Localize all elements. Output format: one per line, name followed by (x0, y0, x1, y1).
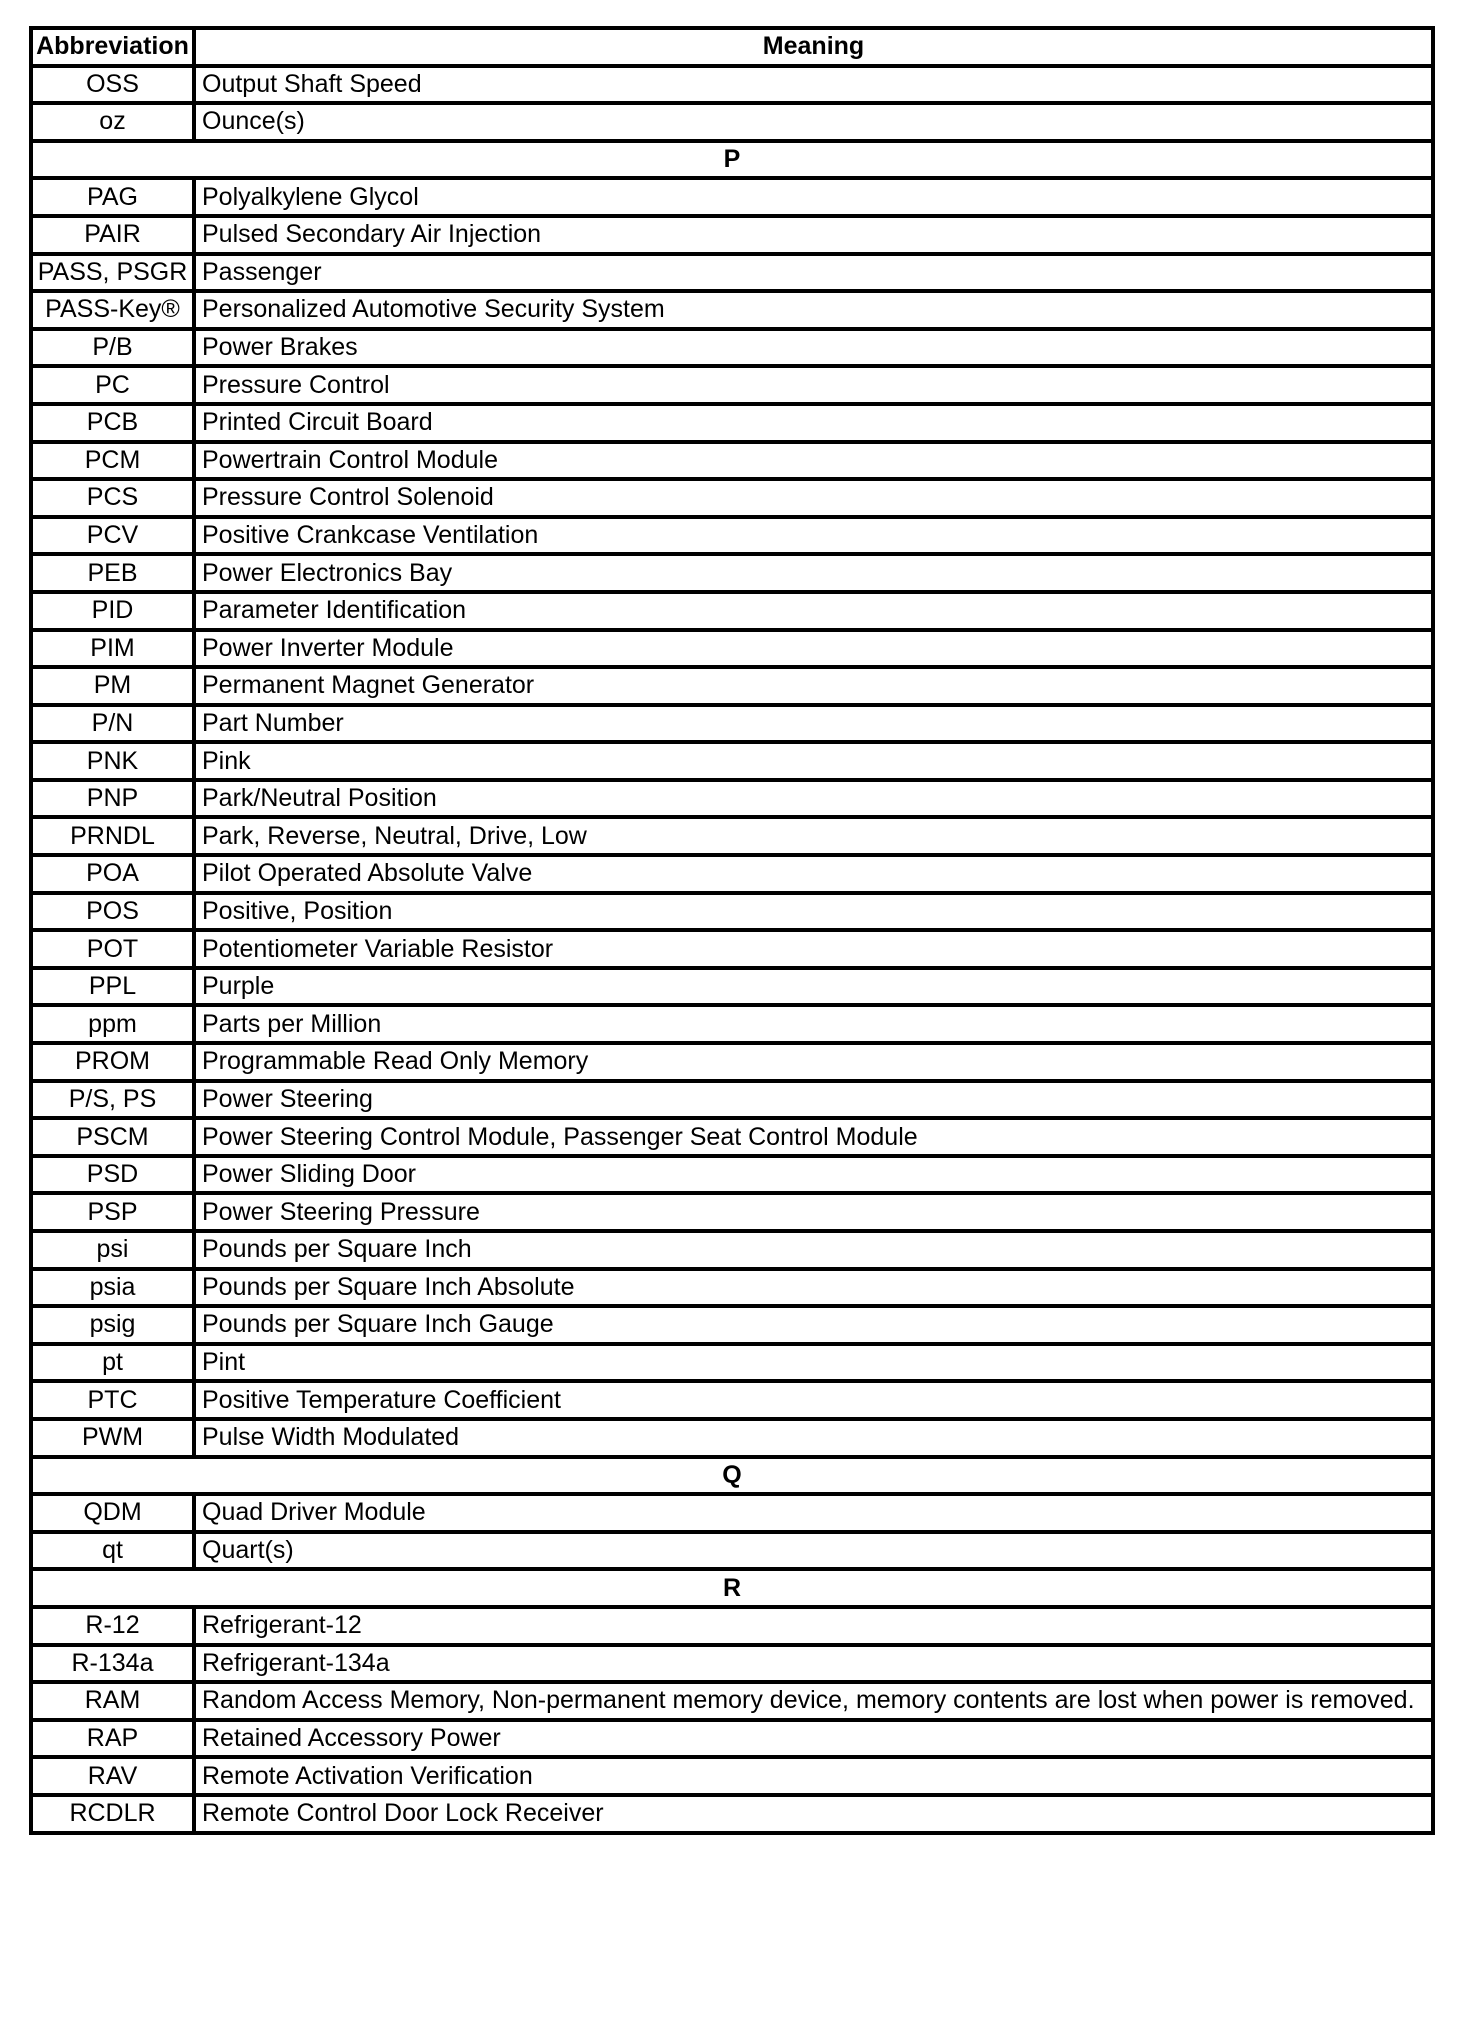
table-row (31, 1081, 1433, 1119)
abbreviation-cell: RCDLR (31, 1795, 194, 1833)
table-row (31, 1344, 1433, 1382)
abbreviation-cell: R-12 (31, 1607, 194, 1645)
abbreviation-cell: qt (31, 1532, 194, 1570)
meaning-cell: Printed Circuit Board (194, 404, 1433, 442)
meaning-cell: Power Steering Control Module, Passenger Seat Control Module (194, 1118, 1433, 1156)
meaning-cell: Pulse Width Modulated (194, 1419, 1433, 1457)
section-row (31, 1569, 1433, 1607)
meaning-cell: Pilot Operated Absolute Valve (194, 855, 1433, 893)
table-row (31, 1532, 1433, 1570)
meaning-cell: Quad Driver Module (194, 1494, 1433, 1532)
table-row (31, 1005, 1433, 1043)
table-row (31, 1193, 1433, 1231)
abbreviation-cell: PEB (31, 554, 194, 592)
table-row (31, 780, 1433, 818)
meaning-cell: Pressure Control Solenoid (194, 479, 1433, 517)
column-header-abbreviation: Abbreviation (31, 28, 194, 66)
meaning-cell: Positive Crankcase Ventilation (194, 517, 1433, 555)
abbreviation-cell: PRNDL (31, 817, 194, 855)
meaning-cell: Pounds per Square Inch Absolute (194, 1269, 1433, 1307)
meaning-cell: Power Steering (194, 1081, 1433, 1119)
meaning-cell: Powertrain Control Module (194, 442, 1433, 480)
abbreviation-cell: PCB (31, 404, 194, 442)
abbreviation-cell: PSCM (31, 1118, 194, 1156)
meaning-cell: Refrigerant-134a (194, 1645, 1433, 1683)
meaning-cell: Random Access Memory, Non-permanent memory device, memory contents are lost when power is removed. (194, 1682, 1433, 1720)
meaning-cell: Personalized Automotive Security System (194, 291, 1433, 329)
abbreviation-cell: PSD (31, 1156, 194, 1194)
table-row (31, 1118, 1433, 1156)
table-row (31, 705, 1433, 743)
meaning-cell: Pulsed Secondary Air Injection (194, 216, 1433, 254)
abbreviation-cell: PM (31, 667, 194, 705)
section-row (31, 141, 1433, 179)
table-row (31, 1419, 1433, 1457)
table-row (31, 329, 1433, 367)
meaning-cell: Refrigerant-12 (194, 1607, 1433, 1645)
section-row (31, 1457, 1433, 1495)
abbreviation-cell: psig (31, 1306, 194, 1344)
abbreviation-cell: PTC (31, 1381, 194, 1419)
table-row (31, 1682, 1433, 1720)
abbreviation-cell: RAM (31, 1682, 194, 1720)
table-row (31, 1269, 1433, 1307)
table-row (31, 630, 1433, 668)
abbreviation-cell: PCM (31, 442, 194, 480)
table-row (31, 1795, 1433, 1833)
table-row (31, 178, 1433, 216)
meaning-cell: Park/Neutral Position (194, 780, 1433, 818)
meaning-cell: Quart(s) (194, 1532, 1433, 1570)
table-row (31, 742, 1433, 780)
meaning-cell: Remote Control Door Lock Receiver (194, 1795, 1433, 1833)
meaning-cell: Pounds per Square Inch Gauge (194, 1306, 1433, 1344)
table-row (31, 1231, 1433, 1269)
table-row (31, 479, 1433, 517)
column-header-meaning: Meaning (194, 28, 1433, 66)
abbreviation-cell: POT (31, 930, 194, 968)
table-row (31, 817, 1433, 855)
abbreviation-cell: PROM (31, 1043, 194, 1081)
table-row (31, 1156, 1433, 1194)
abbreviation-cell: ppm (31, 1005, 194, 1043)
abbreviation-cell: PAIR (31, 216, 194, 254)
abbreviation-cell: PASS, PSGR (31, 254, 194, 292)
table-row (31, 1306, 1433, 1344)
meaning-cell: Power Brakes (194, 329, 1433, 367)
table-row (31, 216, 1433, 254)
abbreviation-cell: oz (31, 103, 194, 141)
abbreviation-cell: POS (31, 893, 194, 931)
abbreviation-cell: PASS-Key® (31, 291, 194, 329)
abbreviation-cell: PCS (31, 479, 194, 517)
table-row (31, 517, 1433, 555)
table-row (31, 930, 1433, 968)
meaning-cell: Power Steering Pressure (194, 1193, 1433, 1231)
table-row (31, 968, 1433, 1006)
section-letter: P (31, 141, 1433, 179)
abbreviation-cell: P/S, PS (31, 1081, 194, 1119)
abbreviation-cell: PNK (31, 742, 194, 780)
meaning-cell: Part Number (194, 705, 1433, 743)
table-row (31, 592, 1433, 630)
table-row (31, 554, 1433, 592)
abbreviation-cell: PPL (31, 968, 194, 1006)
abbreviation-table (29, 26, 1435, 1835)
abbreviation-cell: P/B (31, 329, 194, 367)
meaning-cell: Pounds per Square Inch (194, 1231, 1433, 1269)
table-row (31, 254, 1433, 292)
abbreviation-cell: psia (31, 1269, 194, 1307)
abbreviation-cell: OSS (31, 66, 194, 104)
abbreviation-cell: PID (31, 592, 194, 630)
abbreviation-cell: POA (31, 855, 194, 893)
section-letter: R (31, 1569, 1433, 1607)
meaning-cell: Output Shaft Speed (194, 66, 1433, 104)
table-row (31, 404, 1433, 442)
meaning-cell: Passenger (194, 254, 1433, 292)
abbreviation-cell: RAV (31, 1757, 194, 1795)
table-row (31, 1720, 1433, 1758)
meaning-cell: Power Inverter Module (194, 630, 1433, 668)
abbreviation-cell: PWM (31, 1419, 194, 1457)
meaning-cell: Polyalkylene Glycol (194, 178, 1433, 216)
abbreviation-cell: QDM (31, 1494, 194, 1532)
table-row (31, 1043, 1433, 1081)
abbreviation-cell: P/N (31, 705, 194, 743)
meaning-cell: Parts per Million (194, 1005, 1433, 1043)
section-letter: Q (31, 1457, 1433, 1495)
table-row (31, 442, 1433, 480)
table-row (31, 1381, 1433, 1419)
meaning-cell: Power Sliding Door (194, 1156, 1433, 1194)
meaning-cell: Positive Temperature Coefficient (194, 1381, 1433, 1419)
abbreviation-cell: pt (31, 1344, 194, 1382)
table-row (31, 855, 1433, 893)
meaning-cell: Pink (194, 742, 1433, 780)
meaning-cell: Retained Accessory Power (194, 1720, 1433, 1758)
table-row (31, 1645, 1433, 1683)
meaning-cell: Parameter Identification (194, 592, 1433, 630)
meaning-cell: Pressure Control (194, 366, 1433, 404)
meaning-cell: Potentiometer Variable Resistor (194, 930, 1433, 968)
table-row (31, 1607, 1433, 1645)
meaning-cell: Purple (194, 968, 1433, 1006)
abbreviation-cell: RAP (31, 1720, 194, 1758)
meaning-cell: Programmable Read Only Memory (194, 1043, 1433, 1081)
meaning-cell: Power Electronics Bay (194, 554, 1433, 592)
abbreviation-cell: PCV (31, 517, 194, 555)
table-row (31, 1494, 1433, 1532)
meaning-cell: Pint (194, 1344, 1433, 1382)
abbreviation-cell: PNP (31, 780, 194, 818)
meaning-cell: Remote Activation Verification (194, 1757, 1433, 1795)
abbreviation-cell: psi (31, 1231, 194, 1269)
table-row (31, 1757, 1433, 1795)
table-row (31, 291, 1433, 329)
meaning-cell: Positive, Position (194, 893, 1433, 931)
table-row (31, 667, 1433, 705)
table-body (31, 66, 1433, 1833)
table-row (31, 103, 1433, 141)
meaning-cell: Ounce(s) (194, 103, 1433, 141)
abbreviation-cell: R-134a (31, 1645, 194, 1683)
table-row (31, 366, 1433, 404)
table-row (31, 893, 1433, 931)
meaning-cell: Permanent Magnet Generator (194, 667, 1433, 705)
abbreviation-cell: PIM (31, 630, 194, 668)
meaning-cell: Park, Reverse, Neutral, Drive, Low (194, 817, 1433, 855)
abbreviation-cell: PSP (31, 1193, 194, 1231)
table-row (31, 66, 1433, 104)
table-header-row (31, 28, 1433, 66)
abbreviation-cell: PC (31, 366, 194, 404)
abbreviation-cell: PAG (31, 178, 194, 216)
